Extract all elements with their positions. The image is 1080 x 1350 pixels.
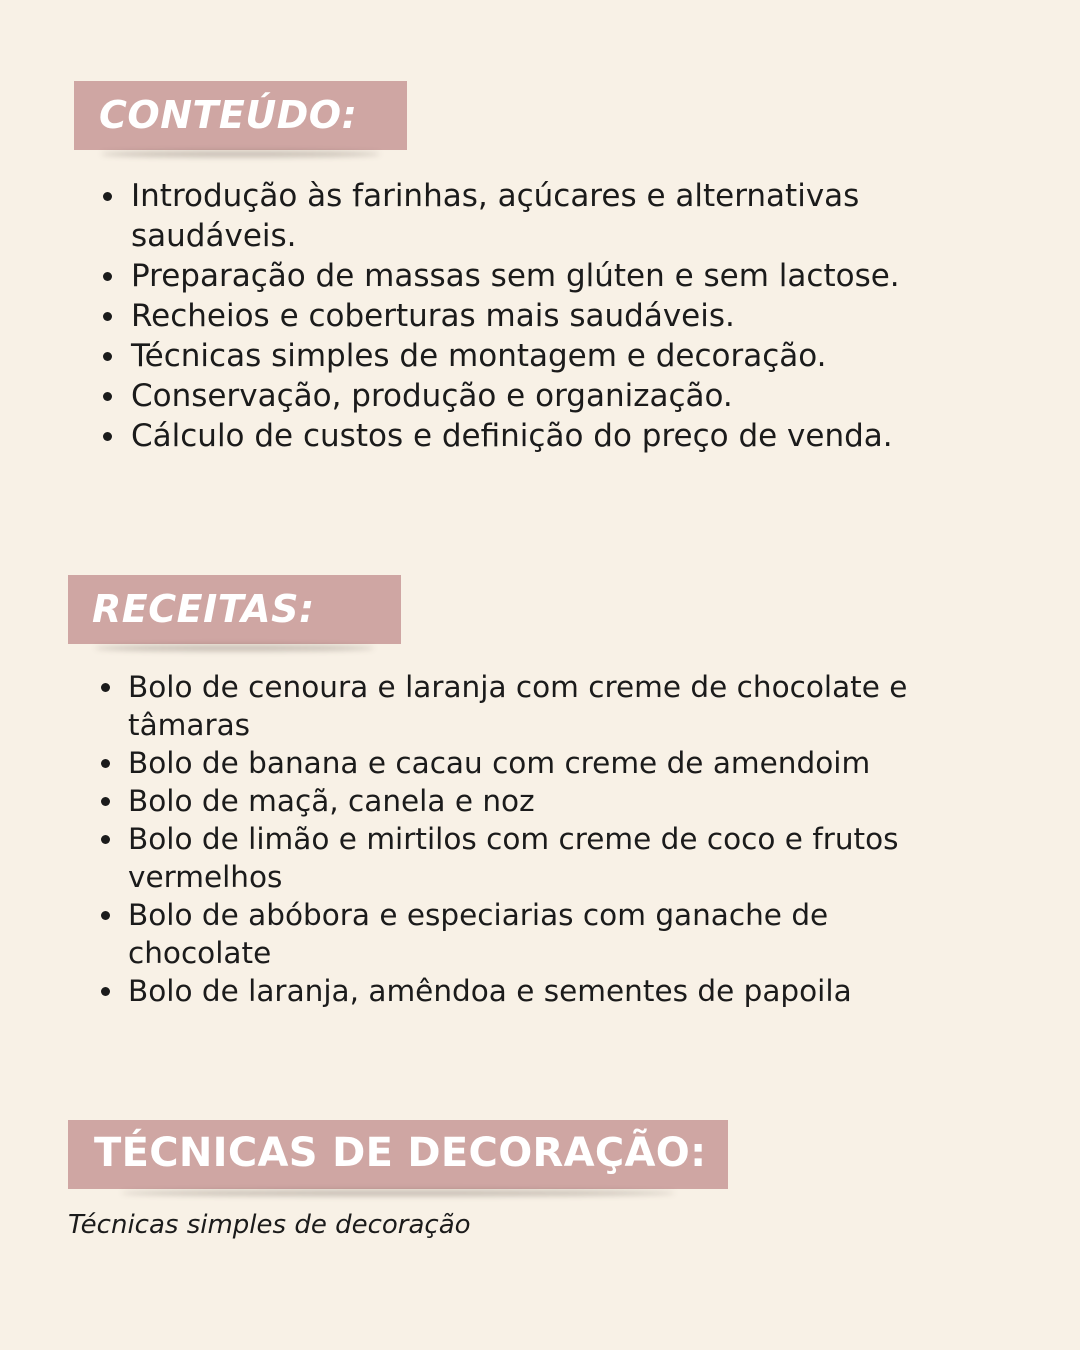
list-item: Conservação, produção e organização. — [131, 376, 931, 416]
section-heading-receitas: RECEITAS: — [68, 575, 401, 644]
conteudo-list — [131, 176, 931, 456]
list-item: Bolo de limão e mirtilos com creme de coco e frutos vermelhos — [128, 820, 918, 896]
list-item: Bolo de banana e cacau com creme de amendoim — [128, 744, 918, 782]
list-item: Recheios e coberturas mais saudáveis. — [131, 296, 931, 336]
list-item: Bolo de cenoura e laranja com creme de chocolate e tâmaras — [128, 668, 918, 744]
list-item: Cálculo de custos e definição do preço de venda. — [131, 416, 931, 456]
list-item: Técnicas simples de montagem e decoração. — [131, 336, 931, 376]
receitas-list — [128, 668, 918, 1010]
section-heading-tecnicas: TÉCNICAS DE DECORAÇÃO: — [68, 1120, 728, 1189]
list-item: Bolo de laranja, amêndoa e sementes de papoila — [128, 972, 918, 1010]
list-item: Introdução às farinhas, açúcares e alternativas saudáveis. — [131, 176, 931, 256]
list-item: Bolo de maçã, canela e noz — [128, 782, 918, 820]
tecnicas-description: Técnicas simples de decoração — [68, 1210, 471, 1240]
section-heading-conteudo: CONTEÚDO: — [74, 81, 407, 150]
list-item: Preparação de massas sem glúten e sem lactose. — [131, 256, 931, 296]
list-item: Bolo de abóbora e especiarias com ganache de chocolate — [128, 896, 918, 972]
